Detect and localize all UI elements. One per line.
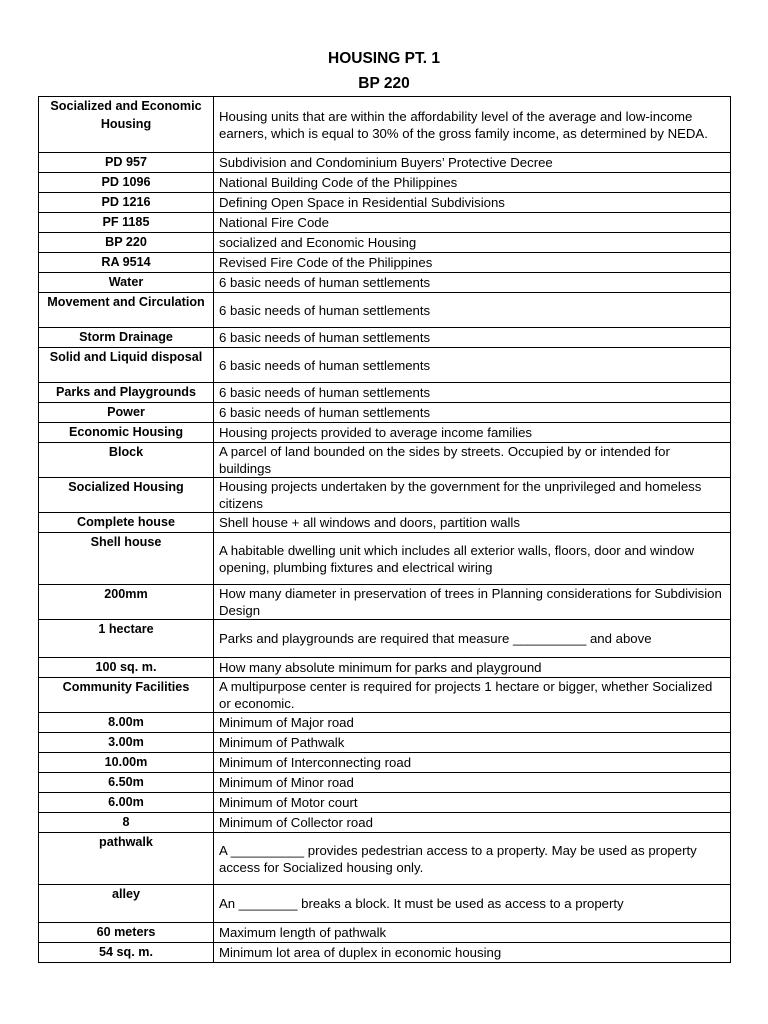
definition-cell: 6 basic needs of human settlements (214, 348, 731, 383)
definition-cell: A habitable dwelling unit which includes all exterior walls, floors, door and window opening, plumbing fixtures and electrical wiring (214, 533, 731, 585)
term-cell: Storm Drainage (39, 328, 214, 348)
definition-cell: 6 basic needs of human settlements (214, 328, 731, 348)
table-row (39, 813, 731, 833)
table-row (39, 773, 731, 793)
table-row (39, 328, 731, 348)
table-row (39, 293, 731, 328)
table-row (39, 733, 731, 753)
definition-cell: Maximum length of pathwalk (214, 923, 731, 943)
definition-cell: Parks and playgrounds are required that measure __________ and above (214, 620, 731, 658)
term-cell: Community Facilities (39, 678, 214, 713)
term-cell: Shell house (39, 533, 214, 585)
term-cell: 1 hectare (39, 620, 214, 658)
definition-cell: Housing projects undertaken by the government for the unprivileged and homeless citizens (214, 478, 731, 513)
term-cell: RA 9514 (39, 253, 214, 273)
term-cell: Socialized and Economic Housing (39, 97, 214, 153)
term-cell: Water (39, 273, 214, 293)
table-row (39, 620, 731, 658)
table-row (39, 213, 731, 233)
table-row (39, 348, 731, 383)
definition-cell: Minimum of Collector road (214, 813, 731, 833)
table-row (39, 253, 731, 273)
table-row (39, 383, 731, 403)
definition-cell: An ________ breaks a block. It must be used as access to a property (214, 885, 731, 923)
definition-cell: How many diameter in preservation of trees in Planning considerations for Subdivision Design (214, 585, 731, 620)
term-cell: alley (39, 885, 214, 923)
definition-cell: 6 basic needs of human settlements (214, 383, 731, 403)
table-row (39, 713, 731, 733)
definition-cell: Minimum of Minor road (214, 773, 731, 793)
table-row (39, 173, 731, 193)
table-row (39, 943, 731, 963)
table-row (39, 423, 731, 443)
term-cell: Socialized Housing (39, 478, 214, 513)
definition-cell: Minimum of Interconnecting road (214, 753, 731, 773)
definition-cell: Subdivision and Condominium Buyers’ Protective Decree (214, 153, 731, 173)
term-cell: pathwalk (39, 833, 214, 885)
table-row (39, 97, 731, 153)
table-row (39, 833, 731, 885)
definition-cell: Defining Open Space in Residential Subdivisions (214, 193, 731, 213)
definition-cell: A __________ provides pedestrian access to a property. May be used as property access for Socialized housing only. (214, 833, 731, 885)
term-cell: PD 1216 (39, 193, 214, 213)
term-cell: Economic Housing (39, 423, 214, 443)
term-cell: 8 (39, 813, 214, 833)
term-cell: 3.00m (39, 733, 214, 753)
table-row (39, 793, 731, 813)
definition-cell: 6 basic needs of human settlements (214, 403, 731, 423)
term-cell: 6.00m (39, 793, 214, 813)
term-cell: Power (39, 403, 214, 423)
definition-cell: A parcel of land bounded on the sides by streets. Occupied by or intended for buildings (214, 443, 731, 478)
table-row (39, 273, 731, 293)
table-row (39, 585, 731, 620)
glossary-table (38, 96, 731, 963)
definition-cell: Minimum of Pathwalk (214, 733, 731, 753)
definition-cell: Housing projects provided to average income families (214, 423, 731, 443)
term-cell: 54 sq. m. (39, 943, 214, 963)
term-cell: 6.50m (39, 773, 214, 793)
definition-cell: Revised Fire Code of the Philippines (214, 253, 731, 273)
term-cell: 200mm (39, 585, 214, 620)
definition-cell: Minimum of Major road (214, 713, 731, 733)
term-cell: PD 1096 (39, 173, 214, 193)
table-row (39, 153, 731, 173)
term-cell: Movement and Circulation (39, 293, 214, 328)
term-cell: 8.00m (39, 713, 214, 733)
definition-cell: Shell house + all windows and doors, partition walls (214, 513, 731, 533)
term-cell: Block (39, 443, 214, 478)
table-row (39, 443, 731, 478)
table-row (39, 658, 731, 678)
definition-cell: socialized and Economic Housing (214, 233, 731, 253)
term-cell: PD 957 (39, 153, 214, 173)
definition-cell: Minimum lot area of duplex in economic housing (214, 943, 731, 963)
term-cell: BP 220 (39, 233, 214, 253)
table-row (39, 233, 731, 253)
table-row (39, 513, 731, 533)
page-subtitle: BP 220 (358, 75, 410, 92)
definition-cell: National Building Code of the Philippines (214, 173, 731, 193)
term-cell: 10.00m (39, 753, 214, 773)
table-row (39, 678, 731, 713)
term-cell: 100 sq. m. (39, 658, 214, 678)
table-row (39, 533, 731, 585)
definition-cell: National Fire Code (214, 213, 731, 233)
table-row (39, 923, 731, 943)
definition-cell: How many absolute minimum for parks and playground (214, 658, 731, 678)
table-row (39, 478, 731, 513)
table-row (39, 193, 731, 213)
term-cell: Complete house (39, 513, 214, 533)
table-row (39, 753, 731, 773)
table-row (39, 885, 731, 923)
term-cell: PF 1185 (39, 213, 214, 233)
term-cell: Parks and Playgrounds (39, 383, 214, 403)
term-cell: 60 meters (39, 923, 214, 943)
definition-cell: Minimum of Motor court (214, 793, 731, 813)
table-row (39, 403, 731, 423)
definition-cell: Housing units that are within the affordability level of the average and low-income earners, which is equal to 30% of the gross family income, as determined by NEDA. (214, 97, 731, 153)
page-title: HOUSING PT. 1 (328, 50, 440, 67)
definition-cell: A multipurpose center is required for projects 1 hectare or bigger, whether Socialized or economic. (214, 678, 731, 713)
definition-cell: 6 basic needs of human settlements (214, 293, 731, 328)
term-cell: Solid and Liquid disposal (39, 348, 214, 383)
definition-cell: 6 basic needs of human settlements (214, 273, 731, 293)
glossary-table-body (39, 97, 731, 963)
